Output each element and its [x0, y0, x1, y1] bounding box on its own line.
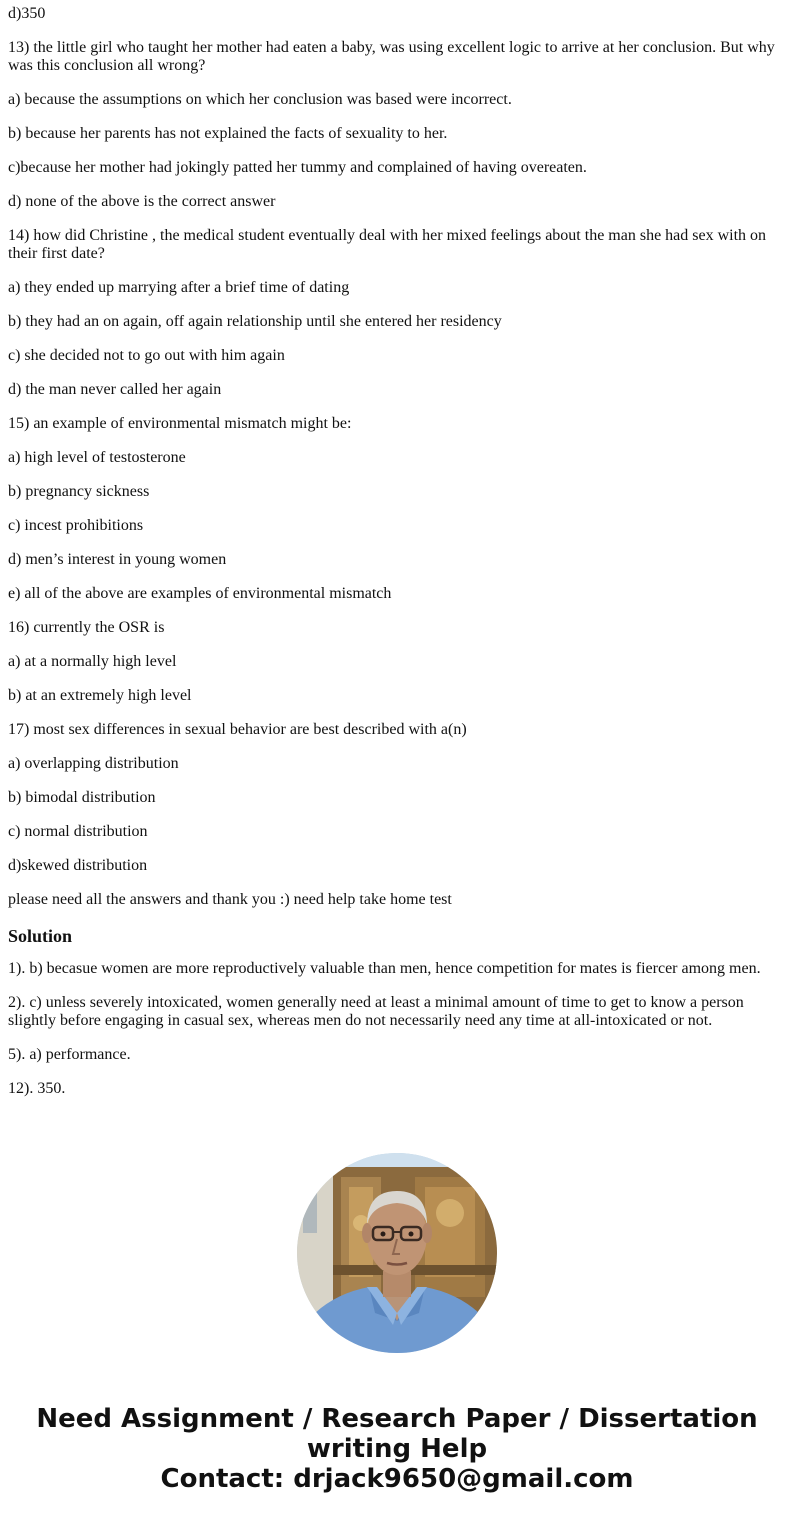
solution-line: 2). c) unless severely intoxicated, women generally need at least a minimal amount of time to get to know a person slightly before engaging in casual sex, whereas men do not necessarily need any time at all-intoxicated or not.	[8, 994, 744, 1029]
question-line: c) she decided not to go out with him again	[8, 347, 285, 364]
contact-email: Contact: drjack9650@gmail.com	[160, 1464, 634, 1494]
author-avatar	[297, 1153, 497, 1353]
question-line: a) high level of testosterone	[8, 449, 186, 466]
question-line: 15) an example of environmental mismatch might be:	[8, 415, 352, 432]
question-line: 13) the little girl who taught her mother had eaten a baby, was using excellent logic to arrive at her conclusion. But why was this conclusion all wrong?	[8, 39, 775, 74]
question-line: c) incest prohibitions	[8, 517, 144, 534]
question-line: a) they ended up marrying after a brief time of dating	[8, 279, 350, 296]
question-line: d)skewed distribution	[8, 857, 148, 874]
portrait-image	[297, 1153, 497, 1353]
question-line: 17) most sex differences in sexual behavior are best described with a(n)	[8, 721, 467, 738]
question-line: d) the man never called her again	[8, 381, 222, 398]
document-body	[8, 5, 786, 1114]
question-line: b) they had an on again, off again relationship until she entered her residency	[8, 313, 502, 330]
solution-line: 1). b) becasue women are more reproductively valuable than men, hence competition for mates is fiercer among men.	[8, 960, 761, 977]
question-line: 16) currently the OSR is	[8, 619, 165, 636]
question-line: e) all of the above are examples of environmental mismatch	[8, 585, 392, 602]
question-line: d) men’s interest in young women	[8, 551, 227, 568]
question-line: please need all the answers and thank you :) need help take home test	[8, 891, 452, 908]
solution-line: 12). 350.	[8, 1080, 66, 1097]
question-line: d)350	[8, 5, 46, 22]
question-line: b) bimodal distribution	[8, 789, 156, 806]
question-line: a) at a normally high level	[8, 653, 177, 670]
question-line: b) pregnancy sickness	[8, 483, 150, 500]
question-line: a) because the assumptions on which her conclusion was based were incorrect.	[8, 91, 512, 108]
question-line: d) none of the above is the correct answer	[8, 193, 276, 210]
question-line: b) because her parents has not explained the facts of sexuality to her.	[8, 125, 448, 142]
question-line: 14) how did Christine , the medical student eventually deal with her mixed feelings about the man she had sex with on their first date?	[8, 227, 767, 262]
question-line: a) overlapping distribution	[8, 755, 179, 772]
question-line: c)because her mother had jokingly patted her tummy and complained of having overeaten.	[8, 159, 587, 176]
solution-heading: Solution	[8, 926, 73, 946]
contact-banner	[0, 1404, 794, 1494]
promo-line: writing Help	[306, 1434, 488, 1464]
question-line: b) at an extremely high level	[8, 687, 192, 704]
question-line: c) normal distribution	[8, 823, 148, 840]
solution-line: 5). a) performance.	[8, 1046, 131, 1063]
promo-line: Need Assignment / Research Paper / Dissertation	[36, 1404, 758, 1434]
